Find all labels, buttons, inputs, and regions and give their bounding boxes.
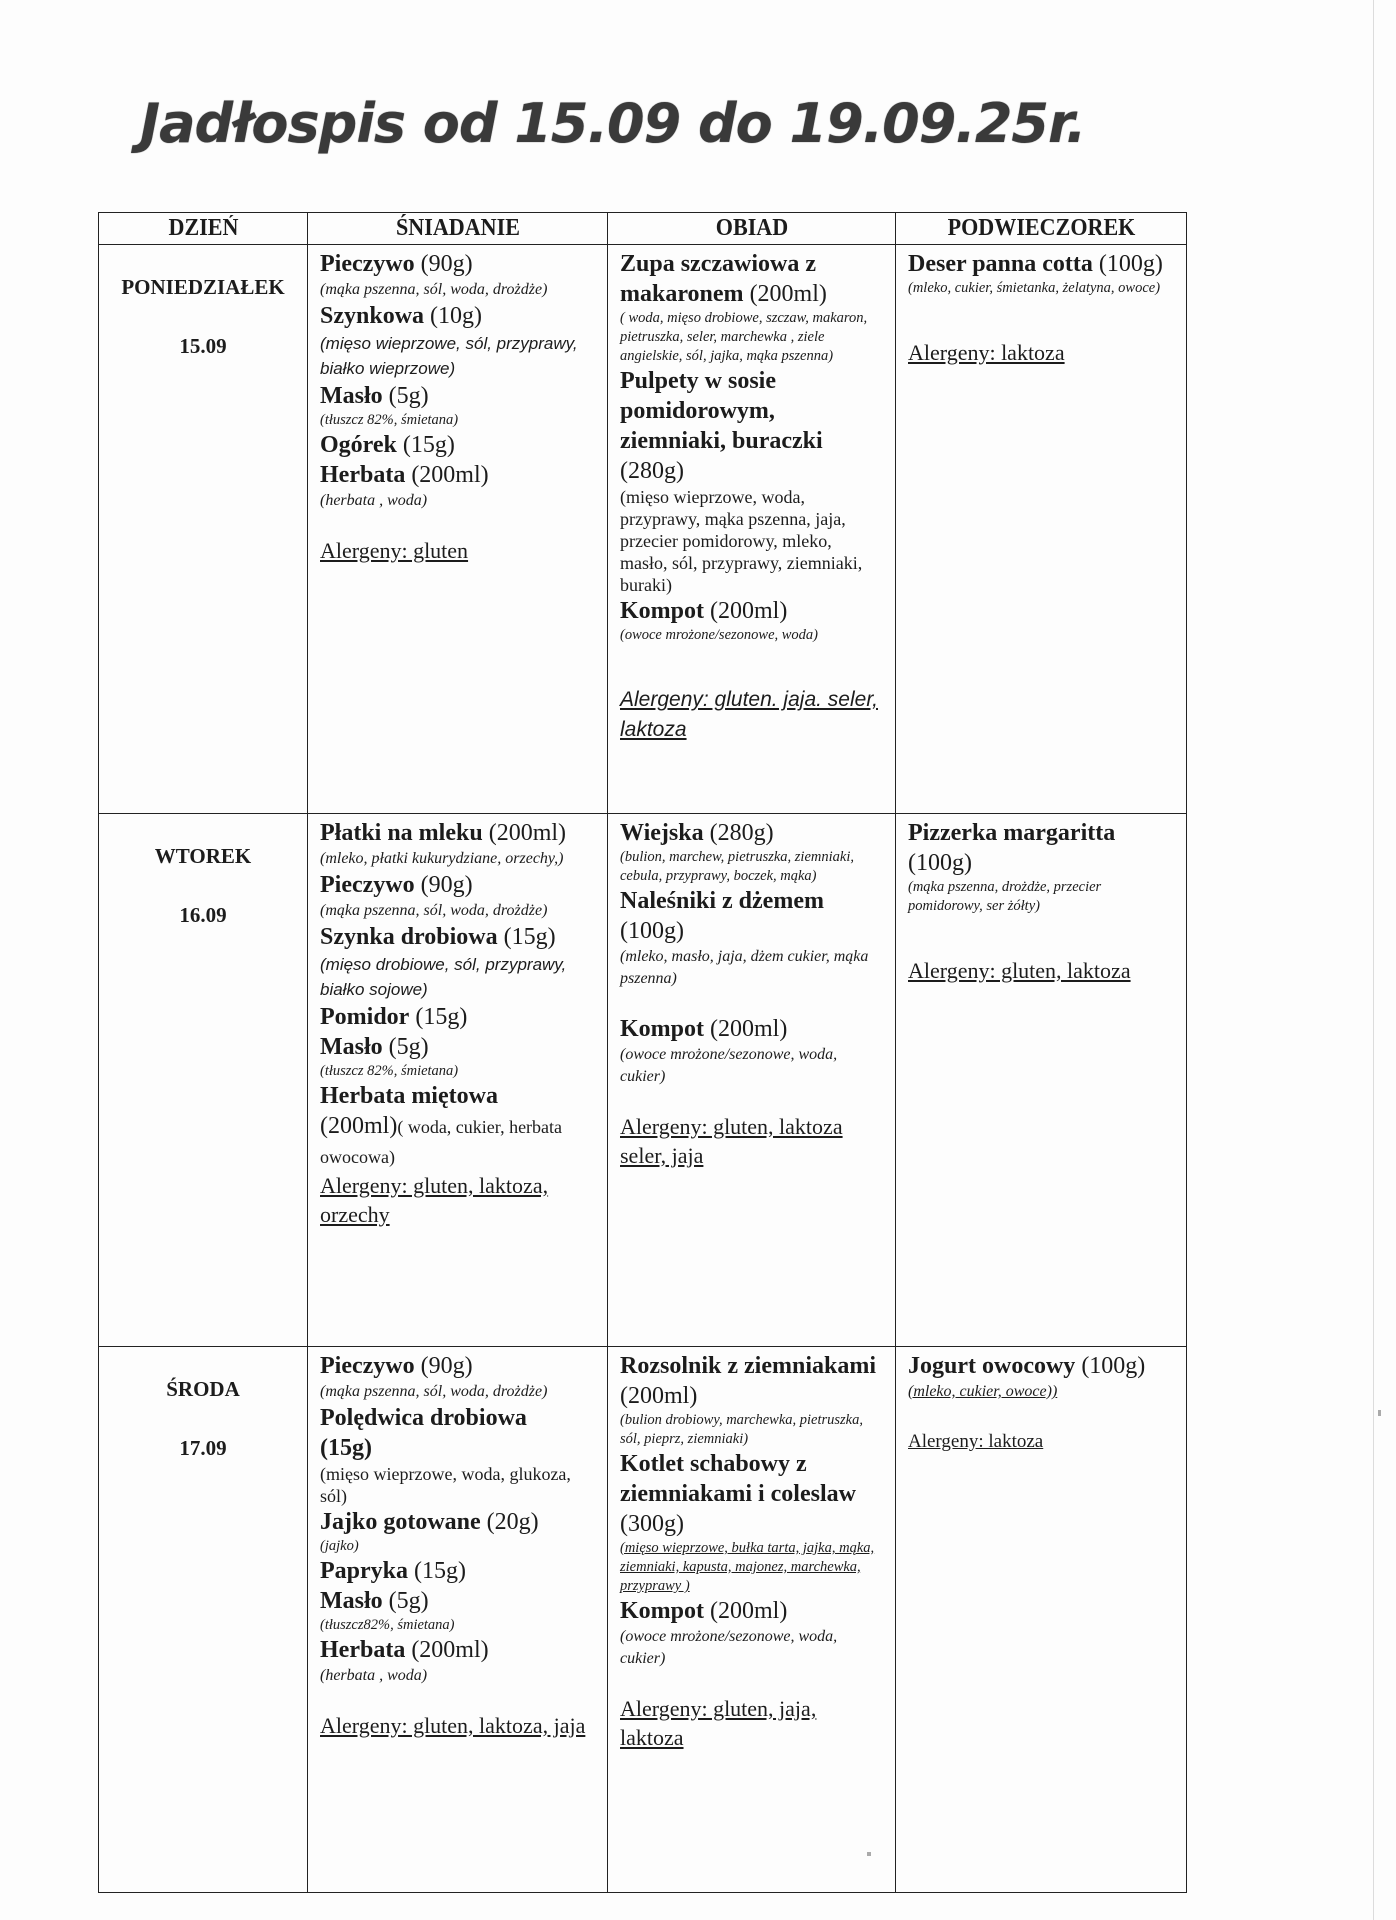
dish-ingredients: (mleko, płatki kukurydziane, orzechy,) (320, 850, 564, 867)
menu-table (98, 212, 1187, 1893)
dish-portion: (200ml) (710, 1016, 788, 1042)
menu-item (320, 870, 595, 922)
scan-speck (867, 1852, 871, 1856)
dish-ingredients: (mąka pszenna, drożdże, przecier pomidorowy, ser żółty) (908, 879, 1102, 914)
dish-portion: (200ml) (488, 820, 567, 846)
dish-name: Kompot (620, 1016, 704, 1042)
dish-portion: (15g) (415, 1004, 468, 1030)
dish-name: Zupa szczawiowa z makaronem (620, 251, 816, 307)
menu-item (620, 596, 883, 645)
day-date: 16.09 (179, 903, 227, 927)
page-edge (1373, 0, 1374, 1920)
day-date: 15.09 (179, 334, 227, 358)
dish-portion: (200ml) (320, 1113, 398, 1139)
dish-ingredients: (mleko, cukier, śmietanka, żelatyna, owoce) (908, 280, 1161, 296)
menu-item (320, 1351, 595, 1403)
dish-ingredients: (mięso wieprzowe, sól, przyprawy, białko wieprzowe) (320, 334, 578, 378)
dish-ingredients: (bulion, marchew, pietruszka, ziemniaki, cebula, przyprawy, boczek, mąka) (620, 849, 854, 884)
dish-name: Szynka drobiowa (320, 924, 498, 950)
dish-portion: (5g) (388, 383, 429, 409)
dish-name: Herbata (320, 462, 406, 488)
dish-ingredients: (mięso wieprzowe, woda, przyprawy, mąka pszenna, jaja, przecier pomidorowy, mleko, masło, sól, przyprawy, ziemniaki, buraki) (620, 487, 863, 595)
menu-item (320, 1586, 595, 1635)
menu-item (908, 818, 1174, 916)
dish-ingredients: (tłuszcz82%, śmietana) (320, 1617, 455, 1633)
menu-item (908, 1351, 1174, 1403)
lunch-cell (608, 1347, 896, 1893)
dish-portion: (200ml) (710, 598, 788, 624)
dish-portion: (200ml) (411, 462, 489, 488)
dish-portion: (90g) (420, 251, 473, 277)
dish-portion: (5g) (388, 1034, 429, 1060)
dish-ingredients: (owoce mrożone/sezonowe, woda, cukier) (620, 1628, 838, 1667)
dish-name: Naleśniki z dżemem (620, 888, 824, 914)
dish-name: Pieczywo (320, 1353, 415, 1379)
dish-name: Szynkowa (320, 303, 425, 329)
dish-portion: (100g) (1081, 1353, 1146, 1379)
dish-ingredients: (mięso wieprzowe, woda, glukoza, sól) (320, 1464, 571, 1506)
day-cell (99, 245, 308, 814)
dish-name: Ogórek (320, 432, 397, 458)
allergens: Alergeny: gluten (320, 538, 469, 563)
dish-portion: (200ml) (411, 1637, 489, 1663)
dish-name: Jajko gotowane (320, 1509, 481, 1535)
dish-portion: (100g) (620, 918, 684, 944)
day-row-monday (99, 245, 1187, 814)
dish-name: Pulpety w sosie pomidorowym, ziemniaki, buraczki (620, 368, 823, 454)
menu-item (620, 249, 883, 366)
dish-portion: (15g) (402, 432, 455, 458)
day-row-tuesday (99, 814, 1187, 1347)
breakfast-cell (308, 814, 608, 1347)
menu-item (620, 818, 883, 886)
allergens: Alergeny: gluten, laktoza seler, jaja (620, 1114, 843, 1168)
menu-item (620, 1014, 883, 1088)
dish-portion: (280g) (620, 458, 684, 484)
dish-ingredients: (bulion drobiowy, marchewka, pietruszka, sól, pieprz, ziemniaki) (620, 1412, 863, 1447)
allergens: Alergeny: gluten, laktoza (908, 958, 1131, 983)
dish-portion: (10g) (430, 303, 483, 329)
dish-portion: (20g) (486, 1509, 539, 1535)
dish-portion: (15g) (503, 924, 556, 950)
dish-name: Pomidor (320, 1004, 410, 1030)
dish-portion: (100g) (1098, 251, 1163, 277)
header-breakfast: ŚNIADANIE (320, 213, 596, 245)
dish-name: Pieczywo (320, 251, 415, 277)
menu-item (320, 249, 595, 301)
dish-ingredients: (jajko) (320, 1538, 359, 1554)
menu-item (320, 1081, 595, 1171)
menu-item (320, 381, 595, 430)
menu-item (320, 1507, 595, 1556)
dish-name: Kotlet schabowy z ziemniakami i coleslaw (620, 1451, 856, 1507)
menu-item (320, 301, 595, 381)
dish-name: Masło (320, 1034, 383, 1060)
dish-ingredients: (mięso drobiowe, sól, przyprawy, białko sojowe) (320, 955, 567, 999)
dish-ingredients: (mąka pszenna, sól, woda, drożdże) (320, 281, 548, 298)
menu-item (320, 922, 595, 1002)
allergens: Alergeny: laktoza (908, 1431, 1044, 1452)
dish-ingredients: (tłuszcz 82%, śmietana) (320, 412, 459, 428)
menu-item (320, 1002, 595, 1032)
menu-item (620, 366, 883, 596)
menu-item (620, 1596, 883, 1670)
snack-cell (896, 245, 1187, 814)
dish-name: Polędwica drobiowa (320, 1405, 527, 1431)
day-row-wednesday (99, 1347, 1187, 1893)
dish-portion: (200ml) (620, 1383, 698, 1409)
dish-name: Masło (320, 1588, 383, 1614)
menu-item (320, 1403, 595, 1507)
day-name: ŚRODA (166, 1377, 240, 1401)
dish-ingredients: (herbata , woda) (320, 1667, 428, 1684)
menu-item (620, 1449, 883, 1596)
menu-item (908, 249, 1174, 298)
dish-portion: (90g) (420, 872, 473, 898)
snack-cell (896, 814, 1187, 1347)
header-lunch: OBIAD (619, 213, 884, 245)
dish-portion: (280g) (709, 820, 774, 846)
dish-name: Kompot (620, 598, 704, 624)
dish-ingredients: (tłuszcz 82%, śmietana) (320, 1063, 459, 1079)
dish-name: Papryka (320, 1558, 409, 1584)
dish-portion: (100g) (908, 850, 972, 876)
dish-name: Płatki na mleku (320, 820, 483, 846)
dish-name: Kompot (620, 1598, 704, 1624)
dish-ingredients: (mięso wieprzowe, bułka tarta, jajka, mąka, ziemniaki, kapusta, majonez, marchewka, przyprawy ) (620, 1540, 875, 1594)
menu-item (320, 1635, 595, 1687)
day-cell (99, 1347, 308, 1893)
menu-item (320, 460, 595, 512)
menu-item (320, 1032, 595, 1081)
day-name: PONIEDZIAŁEK (121, 275, 285, 299)
dish-name: Pizzerka margaritta (908, 820, 1116, 846)
dish-ingredients: (mąka pszenna, sól, woda, drożdże) (320, 902, 548, 919)
menu-item (620, 886, 883, 990)
breakfast-cell (308, 245, 608, 814)
dish-name: Pieczywo (320, 872, 415, 898)
allergens: Alergeny: gluten, laktoza, jaja (320, 1713, 586, 1738)
dish-ingredients: (mleko, masło, jaja, dżem cukier, mąka pszenna) (620, 948, 869, 987)
dish-name: Wiejska (620, 820, 704, 846)
dish-name: Rozsolnik z ziemniakami (620, 1353, 876, 1379)
dish-portion: (200ml) (710, 1598, 788, 1624)
dish-portion: (5g) (388, 1588, 429, 1614)
dish-name: Masło (320, 383, 383, 409)
dish-name: Jogurt owocowy (908, 1353, 1076, 1379)
page-title: Jadłospis od 15.09 do 19.09.25r. (140, 92, 1086, 155)
header-snack: PODWIECZOREK (907, 213, 1175, 245)
dish-name: Herbata (320, 1637, 406, 1663)
snack-cell (896, 1347, 1187, 1893)
dish-ingredients: (owoce mrożone/sezonowe, woda, cukier) (620, 1046, 838, 1085)
day-date: 17.09 (179, 1436, 227, 1460)
dish-ingredients: (mąka pszenna, sól, woda, drożdże) (320, 1383, 548, 1400)
dish-portion: (90g) (420, 1353, 473, 1379)
dish-ingredients: ( woda, mięso drobiowe, szczaw, makaron, pietruszka, seler, marchewka , ziele angielskie, sól, jajka, mąka pszenna) (620, 310, 868, 364)
dish-name: Deser panna cotta (908, 251, 1093, 277)
dish-ingredients: (owoce mrożone/sezonowe, woda) (620, 627, 819, 643)
allergens: Alergeny: gluten. jaja. seler, laktoza (620, 688, 878, 741)
allergens: Alergeny: laktoza (908, 340, 1065, 365)
dish-name: Herbata miętowa (320, 1083, 498, 1109)
breakfast-cell (308, 1347, 608, 1893)
header-day: DZIEŃ (107, 213, 299, 245)
dish-portion: (200ml) (749, 281, 827, 307)
day-cell (99, 814, 308, 1347)
dish-portion: (300g) (620, 1511, 684, 1537)
dish-portion: (15g) (320, 1435, 372, 1461)
dish-portion: (15g) (414, 1558, 466, 1584)
day-name: WTOREK (154, 844, 252, 868)
menu-item (320, 430, 595, 460)
dish-ingredients: (herbata , woda) (320, 492, 428, 509)
allergens: Alergeny: gluten, laktoza, orzechy (320, 1173, 549, 1227)
lunch-cell (608, 814, 896, 1347)
scan-speck (1378, 1410, 1381, 1416)
dish-ingredients: (mleko, cukier, owoce)) (908, 1383, 1058, 1400)
menu-item (320, 818, 595, 870)
menu-item (320, 1556, 595, 1586)
lunch-cell (608, 245, 896, 814)
dish-ingredients: ( woda, cukier, herbata owocowa) (320, 1117, 563, 1167)
header-row (99, 213, 1187, 245)
menu-item (620, 1351, 883, 1449)
allergens: Alergeny: gluten, jaja, laktoza (620, 1696, 817, 1750)
